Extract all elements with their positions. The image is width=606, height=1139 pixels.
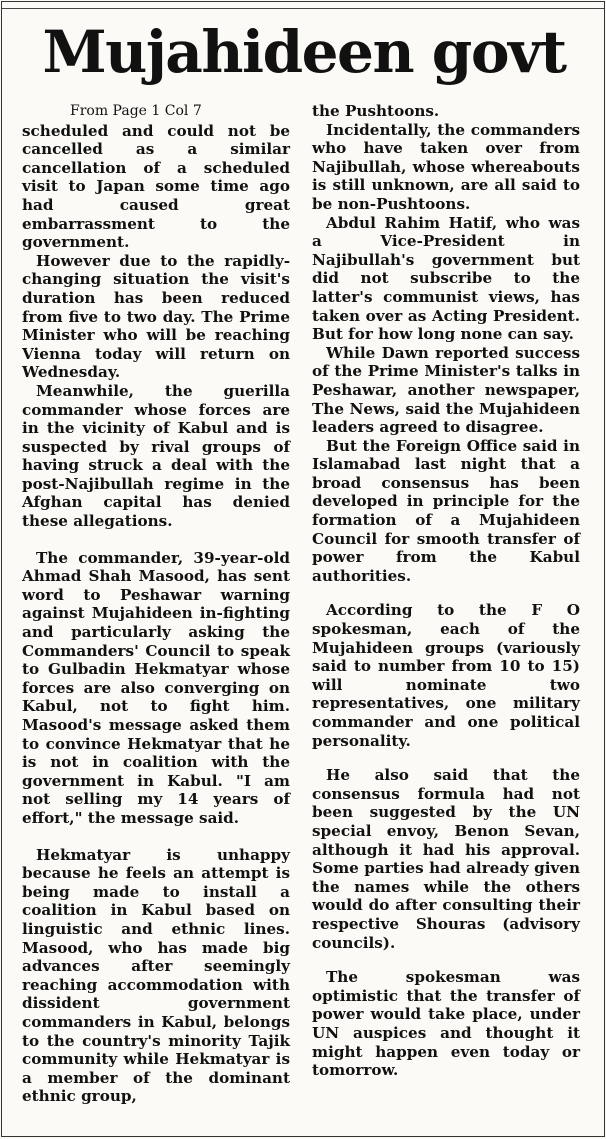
newspaper-clipping — [1, 1, 605, 1137]
paragraph: Meanwhile, the guerilla commander whose forces are in the vicinity of Kabul and is suspected by rival groups of having struck a deal with the post-Najibullah regime in the Afghan capital has denied these allegations. — [22, 381, 290, 531]
headline: Mujahideen govt — [42, 18, 566, 86]
paragraph: While Dawn reported success of the Prime Minister's talks in Peshawar, another newspaper, The News, said the Mujahideen leaders agreed to disagree. — [312, 343, 580, 437]
dateline: From Page 1 Col 7 — [70, 103, 202, 119]
paragraph: the Pushtoons. — [312, 102, 440, 120]
paragraph: Abdul Rahim Hatif, who was a Vice-President in Najibullah's government but did not subscribe to the latter's communist views, has taken over as Acting President. But for how long none can say. — [312, 213, 580, 344]
paragraph: The commander, 39-year-old Ahmad Shah Masood, has sent word to Peshawar warning against Mujahideen in-fighting and particularly asking the Commanders' Council to speak to Gulbadin Hekmatyar whose forces are also converging on Kabul, not to fight him. Masood's message asked them to convince Hekmatyar that he is not in coalition with the government in Kabul. "I am not selling my 14 years of effort," the message said. — [22, 548, 290, 827]
paragraph: According to the F O spokesman, each of the Mujahideen groups (variously said to number from 10 to 15) will nominate two representatives, one military commander and one political personality. — [312, 601, 580, 750]
paragraph: Incidentally, the commanders who have taken over from Najibullah, whose whereabouts is still unknown, are all said to be non-Pushtoons. — [312, 120, 580, 213]
paragraph: He also said that the consensus formula had not been suggested by the UN special envoy, Benon Sevan, although it had his approval. Some parties had already given the names while the others would do after consulting their respective Shouras (advisory councils). — [312, 766, 580, 952]
paragraph: However due to the rapidly-changing situation the visit's duration has been reduced from five to two day. The Prime Minister who will be reaching Vienna today will return on Wednesday. — [22, 251, 290, 382]
paragraph: But the Foreign Office said in Islamabad last night that a broad consensus has been developed in principle for the formation of a Mujahideen Council for smooth transfer of power from the Kabul authorities. — [312, 436, 580, 585]
right-column — [312, 102, 580, 1080]
paragraph: scheduled and could not be cancelled as a similar cancellation of a scheduled visit to Japan some time ago had caused great embarrassment to the government. — [22, 121, 290, 252]
paragraph: Hekmatyar is unhappy because he feels an attempt is being made to install a coalition in Kabul based on linguistic and ethnic lines. Masood, who has made big advances after seemingly reaching accommodation with dissident government commanders in Kabul, belongs to the country's minority Tajik community while Hekmatyar is a member of the dominant ethnic group, — [22, 845, 290, 1106]
paragraph: The spokesman was optimistic that the transfer of power would take place, under UN auspices and thought it might happen even today or tomorrow. — [312, 968, 580, 1080]
left-column — [22, 102, 290, 1106]
top-rule — [2, 2, 604, 9]
